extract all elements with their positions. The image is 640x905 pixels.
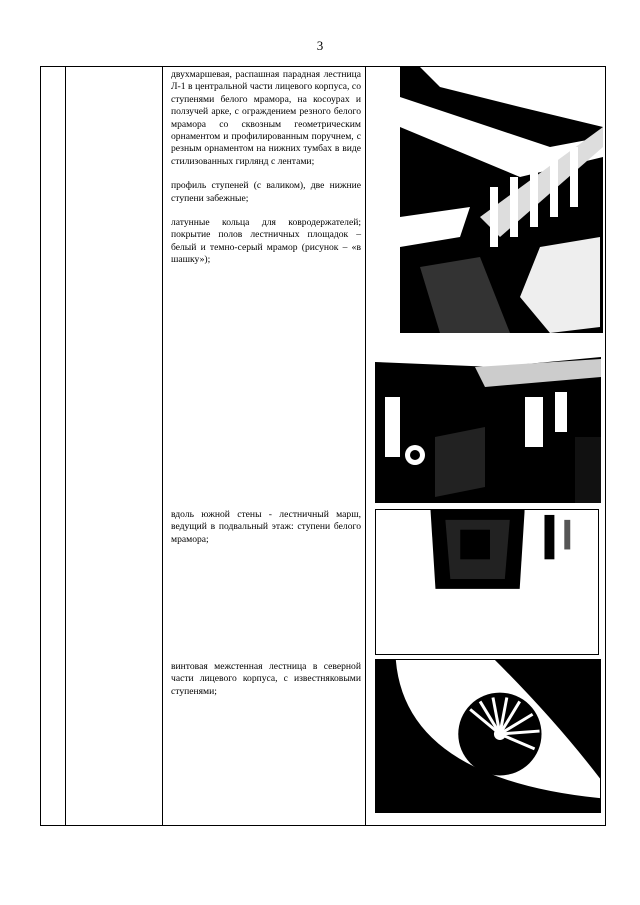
photo-main-staircase-image [400, 67, 603, 333]
paragraph: профиль ступеней (с валиком), две нижние ступени забежные; [171, 180, 361, 204]
description-text-staircase-main [171, 69, 361, 279]
page-number: 3 [316, 38, 324, 53]
column-divider [365, 67, 366, 825]
paragraph: латунные кольца для ковродержателей; покрытие полов лестничных площадок – белый и темно-серый мрамор (рисунок – «в шашку»); [171, 217, 361, 266]
photo-hall-interior-image [375, 337, 601, 503]
photo-basement-stair [375, 509, 599, 655]
photo-spiral-staircase [375, 659, 601, 813]
photo-basement-stair-image [376, 510, 598, 654]
photo-spiral-staircase-image [376, 660, 600, 812]
photo-hall-interior [375, 337, 601, 503]
column-divider [162, 67, 163, 825]
paragraph: двухмаршевая, распашная парадная лестница Л-1 в центральной части лицевого корпуса, со ступенями белого мрамора, на косоурах и ползучей арке, с ограждением резного белого мрамора со сквозным геометрическим орнаментом и профилированным поручнем, с резным орнаментом на нижних тумбах в виде стилизованных гирлянд с лентами; [171, 69, 361, 167]
document-table [40, 66, 606, 826]
paragraph: винтовая межстенная лестница в северной части лицевого корпуса, с известняковыми ступенями; [171, 661, 361, 697]
description-text-basement-stair [171, 509, 361, 558]
photo-main-staircase [400, 67, 603, 333]
column-divider [65, 67, 66, 825]
paragraph: вдоль южной стены - лестничный марш, ведущий в подвальный этаж: ступени белого мрамора; [171, 509, 361, 545]
description-text-spiral-stair [171, 661, 361, 710]
